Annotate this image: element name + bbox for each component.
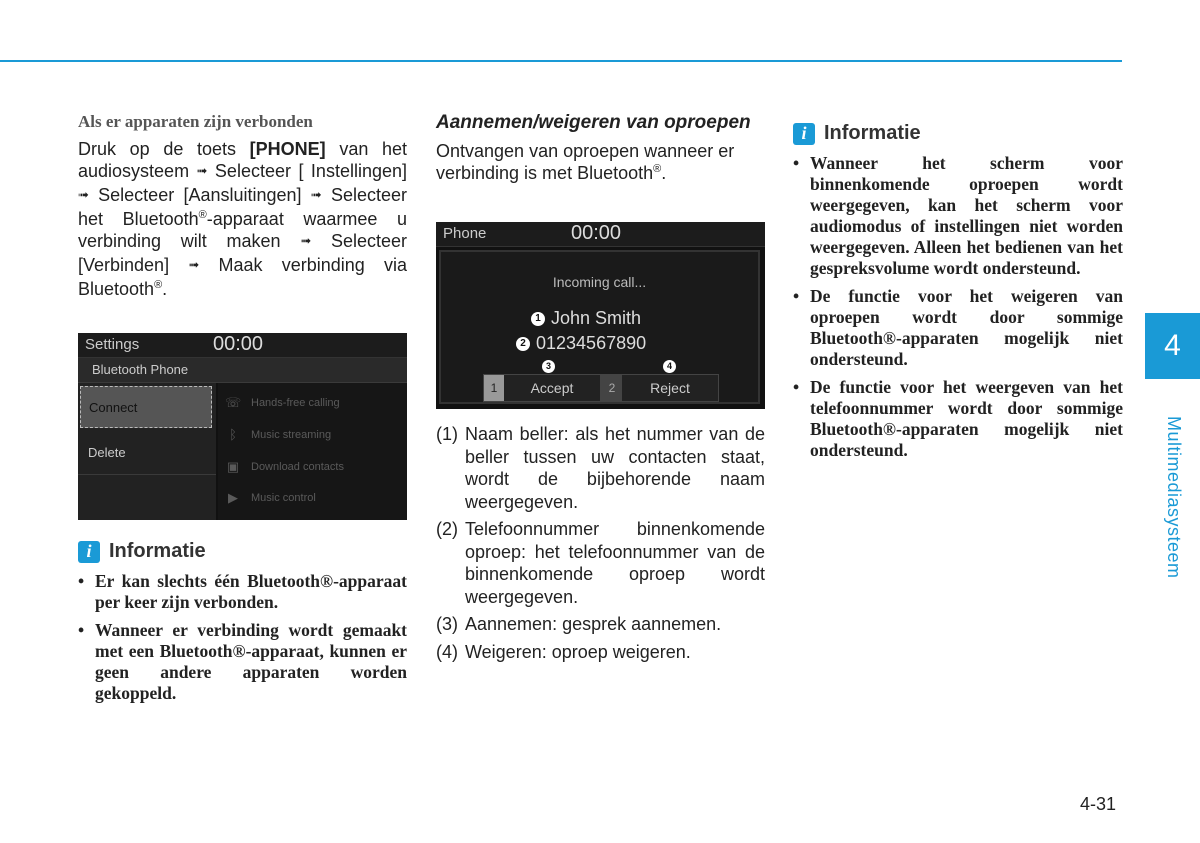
reject-button[interactable]: 2 Reject: [601, 374, 719, 402]
section-heading: Aannemen/weigeren van oproepen: [436, 112, 751, 133]
phone-title: Phone: [443, 225, 487, 242]
settings-options: [218, 383, 407, 520]
arrow-icon: ➟: [196, 163, 208, 178]
option-music-control: ▶ Music control: [225, 490, 316, 506]
callout-4: 4: [663, 360, 676, 373]
list-item: • Wanneer er verbinding wordt gemaakt met een Bluetooth®-apparaat, kunnen er geen andere apparaten worden gekoppeld.: [78, 620, 407, 704]
list-item: (4) Weigeren: oproep weigeren.: [436, 641, 691, 662]
info-box-1: [78, 540, 407, 711]
instruction-text: Druk op de toets [PHONE] van het audiosysteem ➟ Selecteer [ Instellingen] ➟ Selecteer [Aansluitingen] ➟ Selecteer het Bluetooth®-apparaat waarmee u verbinding wilt maken ➟ Selecteer [Verbinden] ➟ Maak verbinding via Bluetooth®.: [78, 139, 408, 299]
play-icon: ▶: [228, 490, 238, 505]
intro-text: Ontvangen van oproepen wanneer er verbinding is met Bluetooth®.: [436, 141, 735, 183]
call-buttons: [483, 374, 719, 400]
settings-header: [78, 333, 407, 358]
accept-button[interactable]: 1 Accept: [483, 374, 601, 402]
list-item: • De functie voor het weigeren van oproepen wordt door sommige Bluetooth®-apparaten mogelijk niet ondersteund.: [793, 286, 1123, 370]
info-box-2: [793, 122, 1123, 468]
list-item: • Wanneer het scherm voor binnenkomende oproepen wordt weergegeven, kan het scherm voor audiomodus of instellingen niet worden weergegeven. Alleen het bedienen van het gespreksvolume wordt ondersteund.: [793, 153, 1123, 279]
delete-button[interactable]: Delete: [88, 445, 126, 460]
list-item: (3) Aannemen: gesprek aannemen.: [436, 614, 722, 634]
incoming-call-panel: [439, 250, 760, 404]
caller-name: 1 John Smith: [531, 308, 641, 329]
phone-header: [436, 222, 765, 247]
info-list: [78, 571, 407, 704]
chapter-label: Multimediasysteem: [1164, 416, 1184, 579]
top-rule: [0, 60, 1122, 62]
callout-3: 3: [542, 360, 555, 373]
info-icon: i: [78, 541, 100, 563]
phone-icon: ☏: [225, 395, 242, 410]
connect-button[interactable]: Connect: [80, 386, 212, 428]
info-title: i Informatie: [793, 122, 1123, 145]
column-2: [436, 112, 765, 184]
info-list: [793, 153, 1123, 461]
list-item: (1) Naam beller: als het nummer van de beller tussen uw contacten staat, wordt de bijbehorende naam weergegeven.: [436, 424, 765, 512]
list-item: • De functie voor het weergeven van het telefoonnummer wordt door sommige Bluetooth®-apparaten mogelijk niet ondersteund.: [793, 377, 1123, 461]
clock: 00:00: [213, 333, 264, 355]
arrow-icon: ➟: [300, 233, 312, 248]
clock: 00:00: [571, 222, 622, 244]
caller-number: 2 01234567890: [516, 333, 646, 354]
incoming-call-text: Incoming call...: [552, 274, 647, 290]
phone-screen: [436, 222, 765, 409]
info-icon: i: [793, 123, 815, 145]
bluetooth-icon: ᛒ: [229, 427, 237, 442]
option-music-streaming: ᛒ Music streaming: [225, 427, 331, 443]
settings-title: Settings: [85, 336, 140, 353]
list-item: • Er kan slechts één Bluetooth®-apparaat per keer zijn verbonden.: [78, 571, 407, 613]
callout-1: 1: [531, 312, 545, 326]
contacts-icon: ▣: [226, 459, 240, 474]
option-hands-free: ☏ Hands-free calling: [225, 395, 340, 410]
option-download-contacts: ▣ Download contacts: [226, 459, 344, 474]
info-title: i Informatie: [78, 540, 407, 563]
callout-2: 2: [516, 337, 530, 351]
arrow-icon: ➟: [188, 257, 200, 272]
arrow-icon: ➟: [310, 187, 322, 202]
section-heading: Als er apparaten zijn verbonden: [78, 112, 313, 131]
settings-screen: [78, 333, 407, 520]
settings-menu: [78, 383, 216, 520]
column-1: [78, 112, 407, 300]
divider: [78, 474, 216, 475]
list-item: (2) Telefoonnummer binnenkomende oproep: het telefoonnummer van de binnenkomende oproep wordt weergegeven.: [436, 519, 765, 607]
settings-subtitle: Bluetooth Phone: [78, 358, 407, 383]
page-number: 4-31: [1080, 794, 1117, 814]
numbered-list: [436, 423, 765, 668]
arrow-icon: ➟: [78, 187, 89, 202]
chapter-tab: 4: [1145, 313, 1200, 379]
